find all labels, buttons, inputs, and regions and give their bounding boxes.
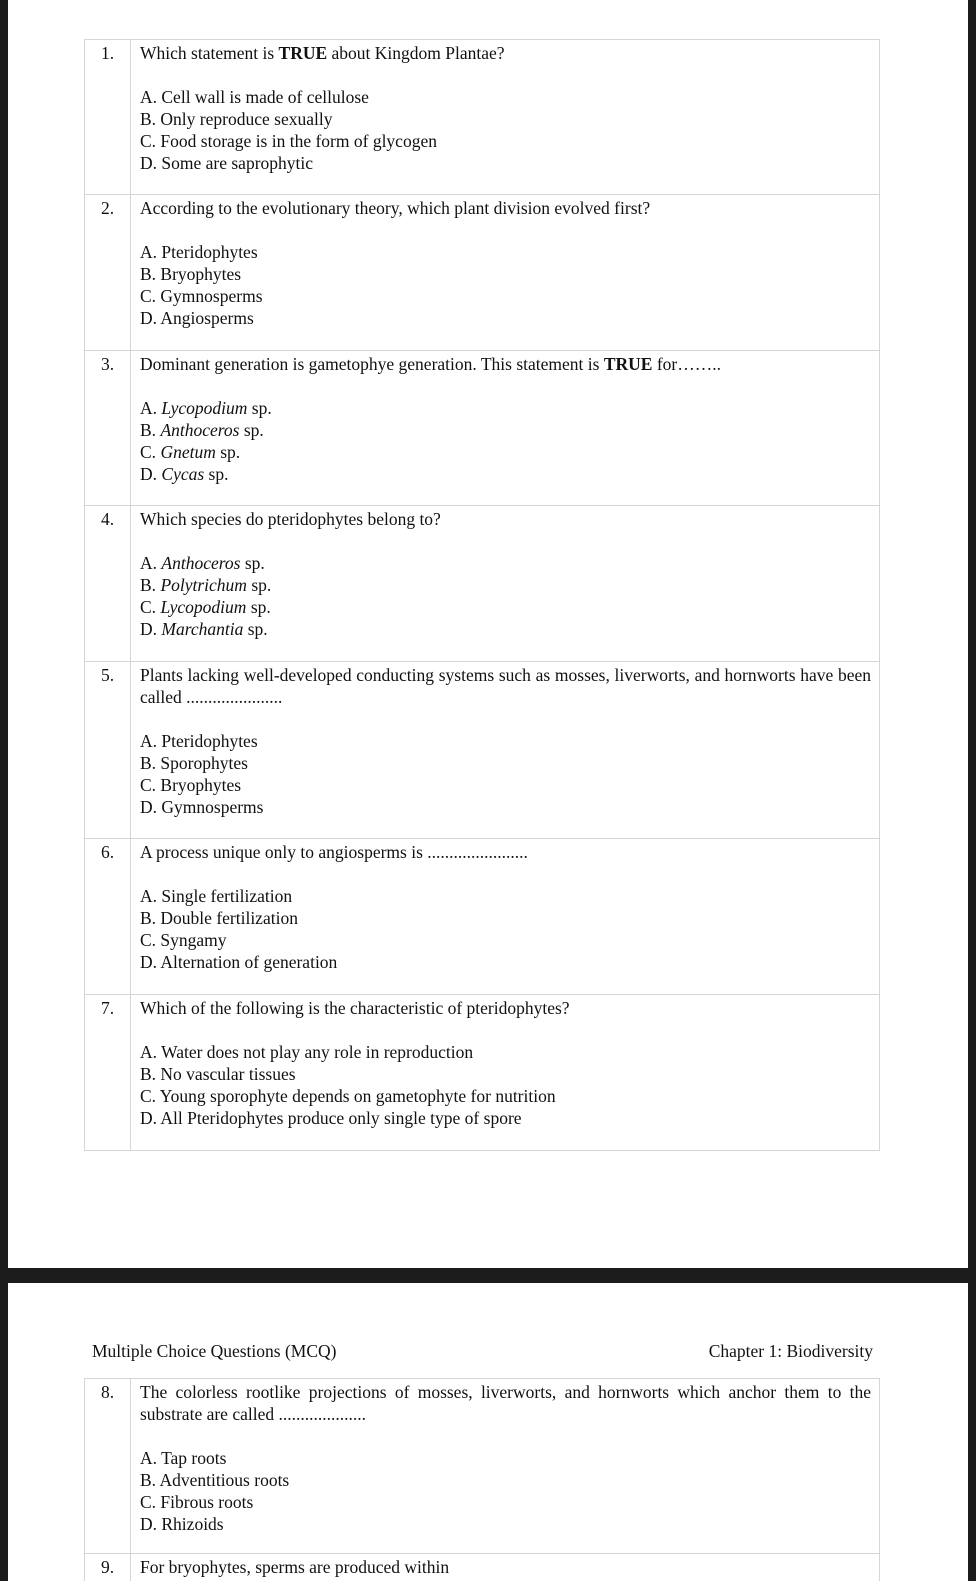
answer-option[interactable] bbox=[140, 552, 871, 574]
text: A. Cell wall is made of cellulose bbox=[140, 87, 369, 107]
answer-option[interactable] bbox=[140, 108, 871, 130]
answer-option[interactable] bbox=[140, 1085, 871, 1107]
italic-text: Polytrichum bbox=[160, 575, 247, 595]
text: sp. bbox=[247, 398, 272, 418]
question-text bbox=[140, 841, 871, 863]
answer-option[interactable] bbox=[140, 1063, 871, 1085]
text: For bryophytes, sperms are produced within bbox=[140, 1557, 450, 1577]
questions-table-2 bbox=[84, 1378, 880, 1581]
text: sp. bbox=[246, 597, 271, 617]
question-row bbox=[85, 1379, 880, 1554]
text: D. bbox=[140, 619, 162, 639]
questions-table-1 bbox=[84, 39, 880, 1151]
answer-option[interactable] bbox=[140, 796, 871, 818]
question-text bbox=[140, 1556, 871, 1578]
text: A. Pteridophytes bbox=[140, 242, 258, 262]
question-number: 5. bbox=[85, 662, 131, 839]
question-number: 2. bbox=[85, 195, 131, 351]
answer-option[interactable] bbox=[140, 730, 871, 752]
answer-option[interactable] bbox=[140, 907, 871, 929]
answer-option[interactable] bbox=[140, 885, 871, 907]
question-number: 8. bbox=[85, 1379, 131, 1554]
question-number: 3. bbox=[85, 351, 131, 506]
answer-option[interactable] bbox=[140, 951, 871, 973]
italic-text: Anthoceros bbox=[161, 553, 241, 573]
question-text bbox=[140, 197, 871, 219]
question-row bbox=[85, 1554, 880, 1581]
text: D. Some are saprophytic bbox=[140, 153, 314, 173]
text: According to the evolutionary theory, which plant division evolved first? bbox=[140, 198, 651, 218]
text: A. Pteridophytes bbox=[140, 731, 258, 751]
text: A. Water does not play any role in reproduction bbox=[140, 1042, 474, 1062]
question-text bbox=[140, 42, 871, 64]
text: A. bbox=[140, 553, 162, 573]
question-body bbox=[131, 839, 880, 995]
answer-option[interactable] bbox=[140, 441, 871, 463]
text: C. bbox=[140, 597, 161, 617]
text: Which statement is bbox=[140, 43, 279, 63]
answer-option[interactable] bbox=[140, 307, 871, 329]
text: D. Angiosperms bbox=[140, 308, 254, 328]
text: D. bbox=[140, 464, 162, 484]
bold-text: TRUE bbox=[278, 43, 328, 63]
header-left: Multiple Choice Questions (MCQ) bbox=[92, 1341, 337, 1361]
question-number: 1. bbox=[85, 40, 131, 195]
answer-option[interactable] bbox=[140, 397, 871, 419]
text: B. Double fertilization bbox=[140, 908, 298, 928]
text: A process unique only to angiosperms is ....................... bbox=[140, 842, 528, 862]
text: D. Gymnosperms bbox=[140, 797, 264, 817]
text: B. bbox=[140, 420, 161, 440]
answer-option[interactable] bbox=[140, 596, 871, 618]
italic-text: Cycas bbox=[161, 464, 205, 484]
text: sp. bbox=[246, 575, 272, 595]
text: D. Rhizoids bbox=[140, 1514, 224, 1534]
answer-option[interactable] bbox=[140, 1041, 871, 1063]
answer-option[interactable] bbox=[140, 774, 871, 796]
text: A. bbox=[140, 398, 162, 418]
italic-text: Lycopodium bbox=[160, 597, 247, 617]
question-text bbox=[140, 664, 871, 708]
text: sp. bbox=[240, 553, 265, 573]
text: B. bbox=[140, 575, 161, 595]
question-row bbox=[85, 839, 880, 995]
question-text bbox=[140, 1381, 871, 1425]
question-body bbox=[131, 995, 880, 1151]
text: C. Bryophytes bbox=[140, 775, 242, 795]
text: sp. bbox=[215, 442, 241, 462]
answer-option[interactable] bbox=[140, 86, 871, 108]
text: D. Alternation of generation bbox=[140, 952, 338, 972]
text: about Kingdom Plantae? bbox=[327, 43, 505, 63]
question-row bbox=[85, 351, 880, 506]
question-row bbox=[85, 40, 880, 195]
answer-option[interactable] bbox=[140, 1107, 871, 1129]
question-number: 9. bbox=[85, 1554, 131, 1581]
text: sp. bbox=[243, 619, 268, 639]
answer-option[interactable] bbox=[140, 419, 871, 441]
text: C. Syngamy bbox=[140, 930, 227, 950]
answer-option[interactable] bbox=[140, 263, 871, 285]
answer-option[interactable] bbox=[140, 1491, 871, 1513]
italic-text: Lycopodium bbox=[161, 398, 248, 418]
text: C. Gymnosperms bbox=[140, 286, 263, 306]
answer-option[interactable] bbox=[140, 152, 871, 174]
question-body bbox=[131, 195, 880, 351]
bold-text: TRUE bbox=[603, 354, 653, 374]
question-row bbox=[85, 662, 880, 839]
text: sp. bbox=[239, 420, 264, 440]
text: D. All Pteridophytes produce only single type of spore bbox=[140, 1108, 522, 1128]
answer-option[interactable] bbox=[140, 1447, 871, 1469]
question-body bbox=[131, 662, 880, 839]
question-row bbox=[85, 506, 880, 662]
page-1 bbox=[8, 0, 968, 1268]
text: Dominant generation is gametophye generation. This statement is bbox=[140, 354, 604, 374]
text: C. Young sporophyte depends on gametophyte for nutrition bbox=[140, 1086, 556, 1106]
question-body bbox=[131, 506, 880, 662]
question-number: 4. bbox=[85, 506, 131, 662]
answer-option[interactable] bbox=[140, 130, 871, 152]
answer-option[interactable] bbox=[140, 463, 871, 485]
question-body bbox=[131, 1554, 880, 1581]
text: A. Tap roots bbox=[140, 1448, 227, 1468]
text: C. bbox=[140, 442, 161, 462]
text: for…….. bbox=[652, 354, 721, 374]
question-number: 6. bbox=[85, 839, 131, 995]
italic-text: Anthoceros bbox=[160, 420, 240, 440]
text: C. Fibrous roots bbox=[140, 1492, 254, 1512]
text: Which species do pteridophytes belong to? bbox=[140, 509, 441, 529]
text: Plants lacking well-developed conducting systems such as mosses, liverworts, and hornworts have been called ...................... bbox=[140, 665, 871, 707]
italic-text: Marchantia bbox=[161, 619, 244, 639]
text: Which of the following is the characteristic of pteridophytes? bbox=[140, 998, 570, 1018]
text: C. Food storage is in the form of glycogen bbox=[140, 131, 437, 151]
question-body bbox=[131, 40, 880, 195]
page-2 bbox=[8, 1283, 968, 1581]
question-row bbox=[85, 995, 880, 1151]
answer-option[interactable] bbox=[140, 574, 871, 596]
question-text bbox=[140, 508, 871, 530]
question-row bbox=[85, 195, 880, 351]
answer-option[interactable] bbox=[140, 1513, 871, 1535]
text: B. Sporophytes bbox=[140, 753, 248, 773]
question-text bbox=[140, 997, 871, 1019]
text: B. Only reproduce sexually bbox=[140, 109, 333, 129]
answer-option[interactable] bbox=[140, 1469, 871, 1491]
text: A. Single fertilization bbox=[140, 886, 293, 906]
italic-text: Gnetum bbox=[160, 442, 216, 462]
answer-option[interactable] bbox=[140, 929, 871, 951]
question-text bbox=[140, 353, 871, 375]
text: B. Adventitious roots bbox=[140, 1470, 290, 1490]
text: B. No vascular tissues bbox=[140, 1064, 296, 1084]
answer-option[interactable] bbox=[140, 752, 871, 774]
text: The colorless rootlike projections of mosses, liverworts, and hornworts which anchor them to the substrate are called .................... bbox=[140, 1382, 871, 1424]
question-body bbox=[131, 1379, 880, 1554]
answer-option[interactable] bbox=[140, 285, 871, 307]
header-right: Chapter 1: Biodiversity bbox=[708, 1341, 873, 1361]
question-body bbox=[131, 351, 880, 506]
question-number: 7. bbox=[85, 995, 131, 1151]
text: sp. bbox=[204, 464, 229, 484]
answer-option[interactable] bbox=[140, 241, 871, 263]
text: B. Bryophytes bbox=[140, 264, 242, 284]
answer-option[interactable] bbox=[140, 618, 871, 640]
